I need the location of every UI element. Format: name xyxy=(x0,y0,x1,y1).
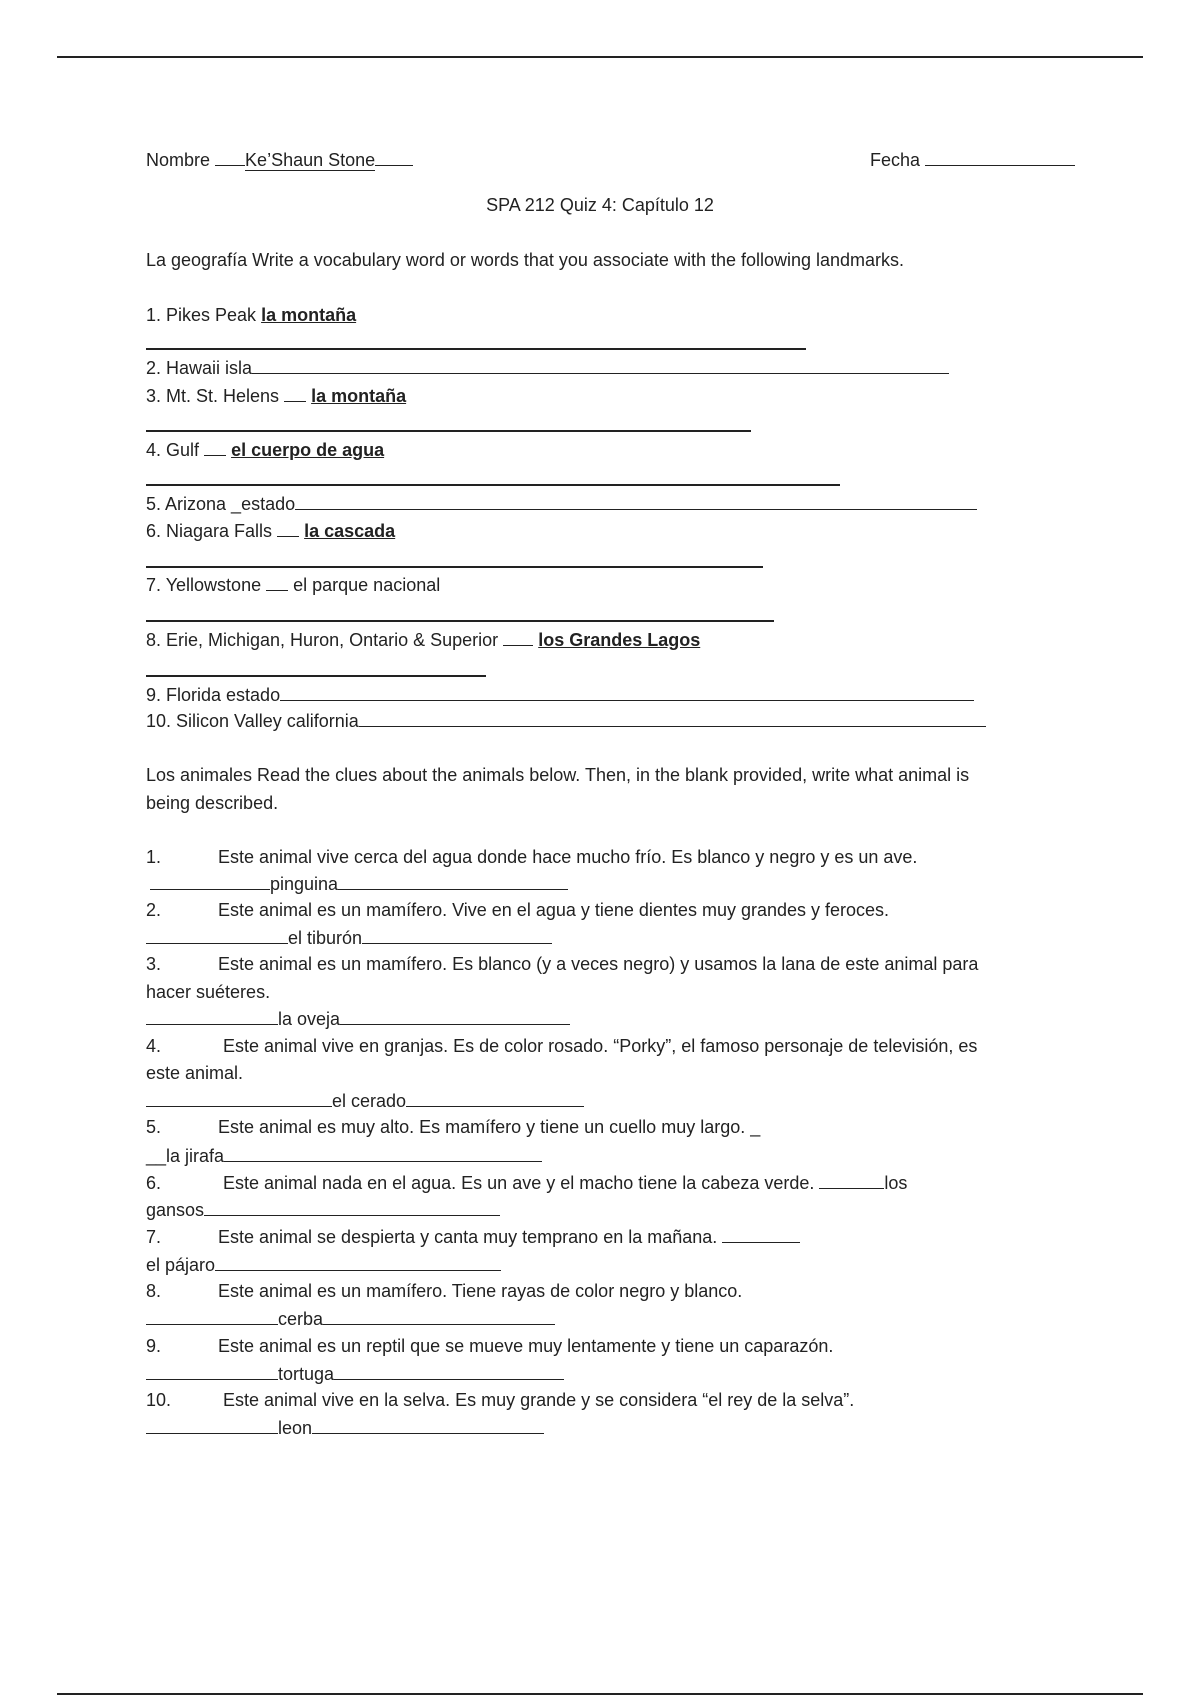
nombre-line xyxy=(146,148,413,171)
animal-item-4: 4. Este animal vive en granjas. Es de color rosado. “Porky”, el famoso personaje de televisión, es xyxy=(146,1036,978,1056)
animal-item-8: 8. Este animal es un mamífero. Tiene rayas de color negro y blanco. xyxy=(146,1281,743,1301)
answer-line xyxy=(146,430,751,432)
answer-line xyxy=(146,484,840,486)
animals-instructions-2: being described. xyxy=(146,793,279,813)
geo-answer-8: los Grandes Lagos xyxy=(538,630,701,650)
animal-item-3-cont: hacer suéteres. xyxy=(146,982,271,1002)
geo-item-3: 3. Mt. St. Helens la montaña xyxy=(146,386,407,406)
geo-answer-1: la montaña xyxy=(261,305,357,325)
fecha-field[interactable] xyxy=(925,148,1075,166)
animal-item-4-cont: este animal. xyxy=(146,1063,244,1083)
animal-answer-1: pinguina xyxy=(150,872,568,895)
animal-answer-6: gansos xyxy=(146,1198,500,1221)
animal-answer-10: leon xyxy=(146,1416,544,1439)
animal-item-10: 10. Este animal vive en la selva. Es muy grande y se considera “el rey de la selva”. xyxy=(146,1390,855,1410)
geo-item-8: 8. Erie, Michigan, Huron, Ontario & Superior los Grandes Lagos xyxy=(146,630,701,650)
geo-item-10: 10. Silicon Valley california xyxy=(146,709,986,732)
animal-answer-9: tortuga xyxy=(146,1362,564,1385)
animal-item-9: 9. Este animal es un reptil que se mueve muy lentamente y tiene un caparazón. xyxy=(146,1336,834,1356)
animal-answer-3: la oveja xyxy=(146,1007,570,1030)
fecha-label: Fecha xyxy=(870,150,921,170)
geo-answer-6: la cascada xyxy=(304,521,396,541)
animal-answer-4: el cerado xyxy=(146,1089,584,1112)
geo-item-4: 4. Gulf el cuerpo de agua xyxy=(146,440,385,460)
page-title: SPA 212 Quiz 4: Capítulo 12 xyxy=(486,195,714,215)
animal-item-1: 1. Este animal vive cerca del agua donde hace mucho frío. Es blanco y negro y es un ave. xyxy=(146,847,918,867)
fecha-line xyxy=(870,148,1075,171)
answer-line xyxy=(146,675,486,677)
animal-item-6: 6. Este animal nada en el agua. Es un ave y el macho tiene la cabeza verde. los xyxy=(146,1173,908,1193)
geo-answer-4: el cuerpo de agua xyxy=(231,440,385,460)
geo-item-1: 1. Pikes Peak la montaña xyxy=(146,305,357,325)
answer-line xyxy=(146,348,806,350)
geo-answer-3: la montaña xyxy=(311,386,407,406)
geo-answer-7: el parque nacional xyxy=(293,575,441,595)
answer-line xyxy=(146,620,774,622)
animal-answer-2: el tiburón xyxy=(146,926,552,949)
animal-answer-5: __la jirafa xyxy=(146,1144,542,1167)
animal-item-7: 7. Este animal se despierta y canta muy temprano en la mañana. xyxy=(146,1225,800,1248)
answer-line xyxy=(146,566,763,568)
geo-item-7: 7. Yellowstone el parque nacional xyxy=(146,575,441,595)
animals-instructions-1: Los animales Read the clues about the animals below. Then, in the blank provided, write what animal is xyxy=(146,765,970,785)
animal-answer-8: cerba xyxy=(146,1307,555,1330)
bottom-rule xyxy=(57,1693,1143,1695)
geo-item-5: 5. Arizona _estado xyxy=(146,492,977,515)
top-rule xyxy=(57,56,1143,58)
geo-instructions: La geografía Write a vocabulary word or words that you associate with the following landmarks. xyxy=(146,250,905,270)
animal-answer-7: el pájaro xyxy=(146,1253,501,1276)
animal-item-2: 2. Este animal es un mamífero. Vive en el agua y tiene dientes muy grandes y feroces. xyxy=(146,900,890,920)
geo-item-9: 9. Florida estado xyxy=(146,683,974,706)
nombre-label: Nombre xyxy=(146,150,211,170)
geo-item-6: 6. Niagara Falls la cascada xyxy=(146,521,396,541)
nombre-value: Ke’Shaun Stone xyxy=(245,150,376,170)
geo-item-2: 2. Hawaii isla xyxy=(146,356,949,379)
animal-item-5: 5. Este animal es muy alto. Es mamífero y tiene un cuello muy largo. _ xyxy=(146,1117,761,1137)
animal-item-3: 3. Este animal es un mamífero. Es blanco (y a veces negro) y usamos la lana de este animal para xyxy=(146,954,979,974)
